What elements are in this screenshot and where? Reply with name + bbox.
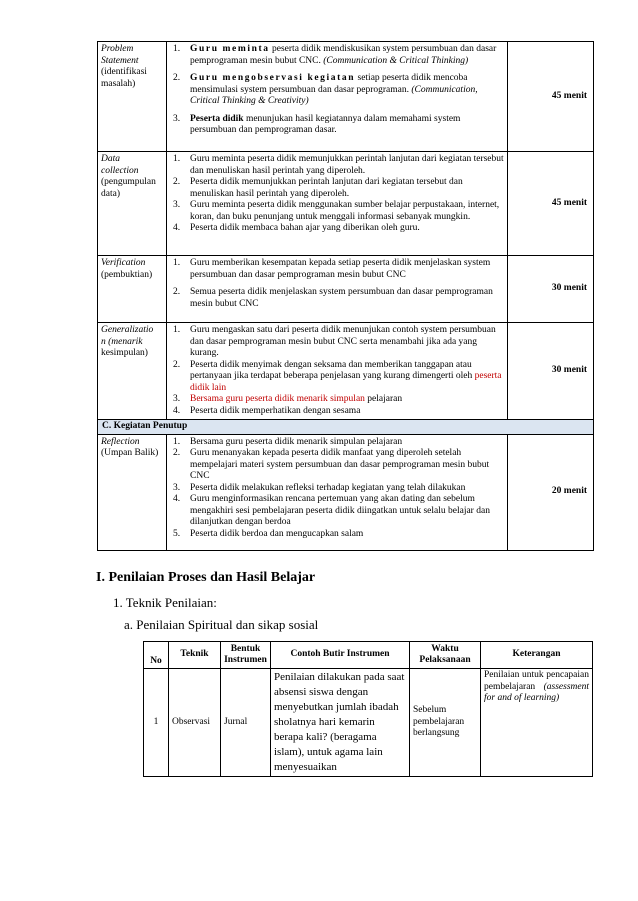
step-number: 3. bbox=[173, 113, 181, 124]
step-item bbox=[170, 494, 504, 529]
step-item bbox=[170, 114, 504, 137]
step-text: Peserta didik memunjukkan perintah lanjutan dari kegiatan tersebut dan menuliskan hasil perintah yang diperoleh. bbox=[190, 177, 463, 199]
phase-row bbox=[98, 256, 594, 323]
step-number: 2. bbox=[173, 287, 181, 297]
step-text: menunjukan hasil kegiatannya dalam memahami system persumbuan dan pemprograman dasar. bbox=[190, 113, 461, 135]
step-item bbox=[170, 406, 504, 418]
step-bold: Peserta didik bbox=[190, 113, 244, 124]
step-lead: Guru meminta bbox=[190, 44, 270, 54]
header-bentuk: Bentuk Instrumen bbox=[221, 642, 271, 669]
step-list bbox=[170, 437, 504, 541]
step-number: 1. bbox=[173, 258, 181, 268]
step-highlight: peserta didik lain bbox=[190, 371, 502, 393]
section-title: I. Penilaian Proses dan Hasil Belajar bbox=[96, 570, 316, 585]
phase-row bbox=[98, 42, 594, 152]
phase-label-line: Reflection bbox=[101, 436, 140, 447]
phase-label-line: data) bbox=[101, 188, 120, 199]
step-item bbox=[170, 360, 504, 395]
header-contoh: Contoh Butir Instrumen bbox=[271, 642, 410, 669]
step-text: Peserta didik memperhatikan dengan sesama bbox=[190, 405, 361, 416]
step-list bbox=[170, 154, 504, 235]
activity-steps bbox=[167, 256, 508, 323]
cell-keterangan bbox=[481, 669, 593, 777]
step-number: 2. bbox=[173, 359, 181, 370]
closing-heading: C. Kegiatan Penutup bbox=[98, 420, 594, 435]
phase-row bbox=[98, 152, 594, 256]
time-allocation: 45 menit bbox=[508, 42, 594, 152]
step-item bbox=[170, 287, 504, 310]
header-keterangan: Keterangan bbox=[481, 642, 593, 669]
time-allocation: 20 menit bbox=[508, 434, 594, 550]
step-number: 2. bbox=[173, 73, 181, 83]
step-number: 1. bbox=[173, 325, 181, 335]
step-number: 3. bbox=[173, 482, 181, 493]
cell-teknik: Observasi bbox=[169, 669, 221, 777]
step-text: Guru menanyakan kepada peserta didik manfaat yang diperoleh setelah mempelajari materi system persumbuan dan dasar pemprograman mesin bubut CNC bbox=[190, 448, 490, 481]
step-text: Peserta didik membaca bahan ajar yang diberikan oleh guru. bbox=[190, 223, 420, 233]
subsection-title: 1. Teknik Penilaian: bbox=[113, 595, 217, 610]
step-number: 1. bbox=[173, 436, 181, 447]
step-text: Guru mengaskan satu dari peserta didik menunjukan contoh system persumbuan dan dasar pemprograman mesin bubut CNC serta menambahi jika ada yang kurang. bbox=[190, 325, 496, 358]
step-text: Peserta didik melakukan refleksi terhadap kegiatan yang telah dilakukan bbox=[190, 482, 466, 493]
phase-label-line: collection bbox=[101, 165, 139, 176]
phase-label-line: n (menarik bbox=[101, 336, 143, 347]
step-text: Peserta didik menyimak dengan seksama dan memberikan tanggapan atau pertanyaan jika terdapat beberapa penjelasan yang kurang dimengerti oleh bbox=[190, 359, 475, 381]
assessment-table bbox=[143, 641, 593, 777]
step-item bbox=[170, 448, 504, 483]
phase-label bbox=[98, 152, 167, 256]
step-text: Guru meminta peserta didik memunjukkan perintah lanjutan dari kegiatan tersebut dan menuliskan hasil perintah yang diperoleh. bbox=[190, 154, 504, 176]
step-number: 4. bbox=[173, 405, 181, 416]
phase-label-line: Generalizatio bbox=[101, 325, 154, 335]
phase-row bbox=[98, 323, 594, 420]
step-item bbox=[170, 483, 504, 495]
cell-waktu: Sebelum pembelajaran berlangsung bbox=[410, 669, 481, 777]
phase-label bbox=[98, 434, 167, 550]
step-number: 3. bbox=[173, 200, 181, 210]
phase-label-line: Verification bbox=[101, 258, 146, 268]
time-allocation: 30 menit bbox=[508, 323, 594, 420]
step-text: Guru memberikan kesempatan kepada setiap peserta didik menjelaskan system persumbuan dan dasar pemprograman mesin bubut CNC bbox=[190, 258, 491, 280]
activity-table bbox=[97, 41, 594, 551]
step-number: 4. bbox=[173, 494, 181, 504]
step-number: 1. bbox=[173, 154, 181, 164]
phase-label-line: (Umpan Balik) bbox=[101, 448, 159, 458]
step-number: 2. bbox=[173, 177, 181, 187]
activity-steps bbox=[167, 323, 508, 420]
phase-label-line: Problem bbox=[101, 44, 134, 54]
step-text: Bersama guru peserta didik menarik simpulan pelajaran bbox=[190, 436, 403, 447]
step-list bbox=[170, 325, 504, 417]
step-list bbox=[170, 258, 504, 310]
phase-label-line: masalah) bbox=[101, 78, 136, 89]
step-text: Guru menginformasikan rencana pertemuan yang akan dating dan sebelum mengakhiri sesi pembelajaran peserta didik diingatkan untuk selalu belajar dan dilanjutkan dengan berdoa bbox=[190, 494, 490, 527]
step-item bbox=[170, 44, 504, 67]
step-text: pelajaran bbox=[364, 394, 403, 404]
cell-contoh: Penilaian dilakukan pada saat absensi siswa dengan menyebutkan jumlah ibadah sholatnya hari kemarin berapa kali? (beragama islam), untuk agama lain menyesuaikan bbox=[271, 669, 410, 777]
step-item bbox=[170, 529, 504, 541]
step-lead: Guru mengobservasi kegiatan bbox=[190, 73, 356, 83]
step-item bbox=[170, 223, 504, 235]
step-item bbox=[170, 177, 504, 200]
step-item bbox=[170, 154, 504, 177]
keterangan-text: Penilaian untuk pencapaian pembelajaran bbox=[484, 670, 589, 692]
step-item bbox=[170, 325, 504, 360]
phase-label-line: Data bbox=[101, 154, 120, 164]
phase-label-line: kesimpulan) bbox=[101, 348, 148, 358]
step-text: Guru meminta peserta didik menggunakan sumber belajar perpustakaan, internet, koran, dan buku penunjang untuk menggali informasi sebanyak mungkin. bbox=[190, 200, 500, 222]
step-number: 2. bbox=[173, 448, 181, 458]
step-text: peserta didik mendiskusikan system persumbuan dan dasar pemprograman mesin bubut CNC. bbox=[190, 44, 497, 66]
step-text: setiap peserta didik mencoba mensimulasi system persumbuan dan dasar peprograman. bbox=[190, 73, 468, 95]
step-item bbox=[170, 73, 504, 108]
phase-label-line: Statement bbox=[101, 55, 139, 66]
step-number: 3. bbox=[173, 394, 181, 404]
phase-label-line: (pembuktian) bbox=[101, 269, 153, 280]
activity-steps bbox=[167, 152, 508, 256]
time-allocation: 45 menit bbox=[508, 152, 594, 256]
phase-label bbox=[98, 256, 167, 323]
cell-no: 1 bbox=[144, 669, 169, 777]
header-waktu: Waktu Pelaksanaan bbox=[410, 642, 481, 669]
phase-label-line: (identifikasi bbox=[101, 67, 147, 77]
phase-label-line: (pengumpulan bbox=[101, 177, 156, 187]
step-item bbox=[170, 200, 504, 223]
phase-label bbox=[98, 323, 167, 420]
header-teknik: Teknik bbox=[169, 642, 221, 669]
phase-label bbox=[98, 42, 167, 152]
step-item bbox=[170, 394, 504, 406]
step-highlight: Bersama guru peserta didik menarik simpulan bbox=[190, 394, 365, 404]
step-text: Semua peserta didik menjelaskan system persumbuan dan dasar pemprograman mesin bubut CNC bbox=[190, 287, 493, 309]
subsubsection-title: a. Penilaian Spiritual dan sikap sosial bbox=[124, 617, 319, 632]
step-text: Peserta didik berdoa dan mengucapkan salam bbox=[190, 528, 364, 539]
keterangan-em: (assessment for and of learning) bbox=[484, 681, 589, 703]
time-allocation: 30 menit bbox=[508, 256, 594, 323]
step-skill: (Communication, Critical Thinking & Creativity) bbox=[190, 84, 478, 106]
activity-steps bbox=[167, 42, 508, 152]
phase-row bbox=[98, 434, 594, 550]
activity-steps bbox=[167, 434, 508, 550]
cell-bentuk: Jurnal bbox=[221, 669, 271, 777]
step-number: 4. bbox=[173, 223, 181, 233]
step-number: 1. bbox=[173, 44, 181, 54]
step-item bbox=[170, 258, 504, 281]
step-list bbox=[170, 44, 504, 137]
step-skill: (Communication & Critical Thinking) bbox=[323, 55, 469, 66]
closing-heading-row bbox=[98, 420, 594, 435]
step-number: 5. bbox=[173, 528, 181, 539]
step-item bbox=[170, 437, 504, 449]
header-no: No bbox=[144, 642, 169, 669]
